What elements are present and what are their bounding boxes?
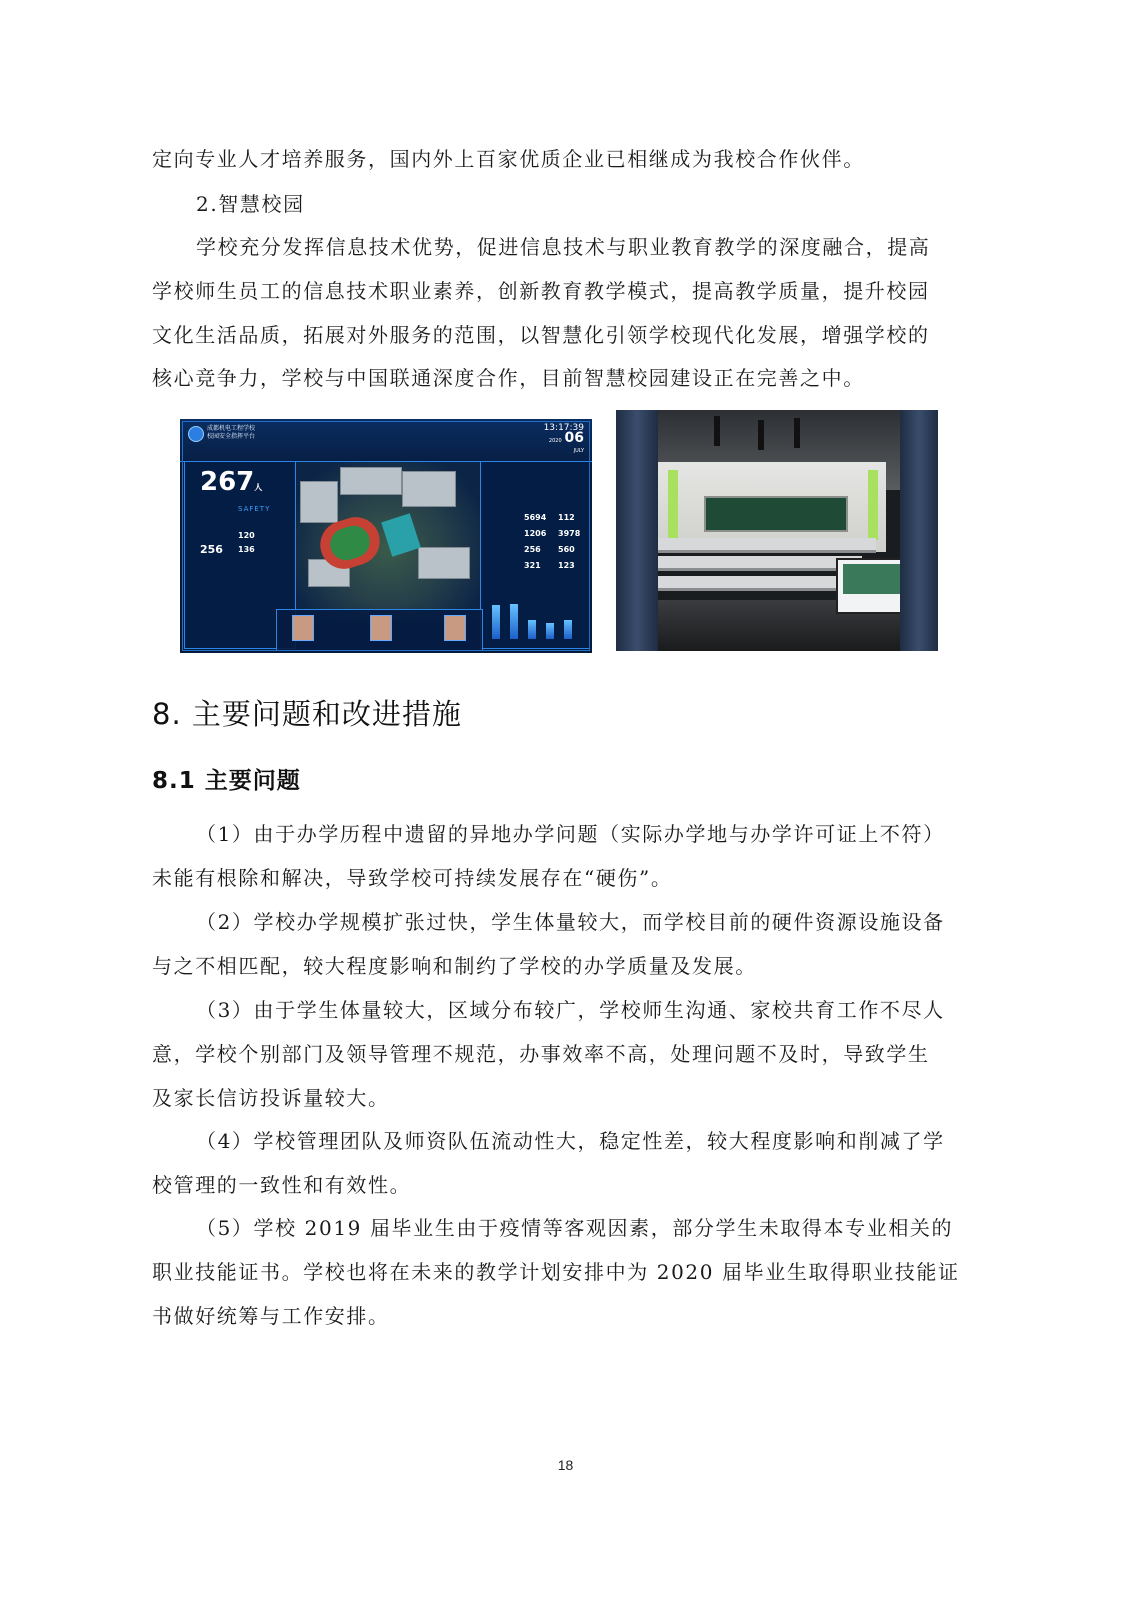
subsection-heading: 8.1 主要问题 <box>152 768 301 794</box>
curtain <box>900 410 938 651</box>
paragraph-line: 学校师生员工的信息技术职业素养，创新教育教学模式，提高教学质量，提升校园 <box>152 279 930 303</box>
ceiling-speaker <box>714 416 720 446</box>
stat-value: 1206 <box>524 529 547 538</box>
stat-value: 321 <box>524 561 541 570</box>
section-heading: 8. 主要问题和改进措施 <box>152 697 462 731</box>
paragraph-line: 核心竞争力，学校与中国联通深度合作，目前智慧校园建设正在完善之中。 <box>152 366 865 390</box>
ceiling-speaker <box>794 418 800 448</box>
clock-month: JULY <box>573 448 584 454</box>
blackboard <box>704 496 848 532</box>
paragraph-line: 意，学校个别部门及领导管理不规范，办事效率不高，处理问题不及时，导致学生 <box>152 1042 930 1066</box>
stat-value: 112 <box>558 513 575 522</box>
clock-time: 13:17:39 <box>543 423 584 433</box>
paragraph-line: （4）学校管理团队及师资队伍流动性大，稳定性差，较大程度影响和削减了学 <box>196 1129 945 1153</box>
headcount-unit: 人 <box>254 483 263 492</box>
school-name: 成都机电工程学校 <box>207 425 256 432</box>
paragraph-line: 学校充分发挥信息技术优势，促进信息技术与职业教育教学的深度融合，提高 <box>196 235 931 259</box>
page-number: 18 <box>557 1457 574 1473</box>
wall-light <box>668 470 678 540</box>
paragraph-line: 文化生活品质，拓展对外服务的范围，以智慧化引领学校现代化发展，增强学校的 <box>152 323 930 347</box>
paragraph-line: 校管理的一致性和有效性。 <box>152 1173 412 1197</box>
stat-value: 123 <box>558 561 575 570</box>
ceiling-speaker <box>758 420 764 450</box>
paragraph-line: （5）学校 2019 届毕业生由于疫情等客观因素，部分学生未取得本专业相关的 <box>196 1216 954 1240</box>
desk-row <box>622 556 862 571</box>
paragraph-line: （1）由于办学历程中遗留的异地办学问题（实际办学地与办学许可证上不符） <box>196 822 945 846</box>
paragraph-line: 及家长信访投诉量较大。 <box>152 1086 390 1110</box>
platform-name: 校园安全指挥平台 <box>207 433 256 440</box>
safety-label: SAFETY <box>238 505 271 513</box>
stat-value: 5694 <box>524 513 547 522</box>
clock-year: 2020 <box>548 438 562 444</box>
paragraph-line: 书做好统筹与工作安排。 <box>152 1304 390 1328</box>
campus-safety-dashboard-image <box>180 419 592 653</box>
desk-row <box>626 538 876 553</box>
paragraph-line: 与之不相匹配，较大程度影响和制约了学校的办学质量及发展。 <box>152 954 757 978</box>
dashboard-frame <box>182 421 590 651</box>
clock-day: 06 <box>564 430 584 446</box>
subsection-title: 2.智慧校园 <box>196 192 305 216</box>
stat-value: 256 <box>524 545 541 554</box>
vehicle-in: 120 <box>238 531 255 540</box>
curtain <box>616 410 658 651</box>
vehicle-out: 136 <box>238 545 255 554</box>
monitor-screen <box>843 564 901 594</box>
paragraph-line: 定向专业人才培养服务，国内外上百家优质企业已相继成为我校合作伙伴。 <box>152 147 865 171</box>
vehicle-count: 256 <box>200 543 223 556</box>
paragraph-line: （3）由于学生体量较大，区域分布较广，学校师生沟通、家校共育工作不尽人 <box>196 998 945 1022</box>
paragraph-line: 未能有根除和解决，导致学校可持续发展存在“硬伤”。 <box>152 866 673 890</box>
paragraph-line: 职业技能证书。学校也将在未来的教学计划安排中为 2020 届毕业生取得职业技能证 <box>152 1260 960 1284</box>
stat-value: 560 <box>558 545 575 554</box>
stat-value: 3978 <box>558 529 581 538</box>
smart-classroom-photo <box>616 410 938 651</box>
wall-light <box>868 470 878 540</box>
paragraph-line: （2）学校办学规模扩张过快，学生体量较大，而学校目前的硬件资源设施设备 <box>196 910 945 934</box>
headcount-number: 267 <box>200 467 255 497</box>
